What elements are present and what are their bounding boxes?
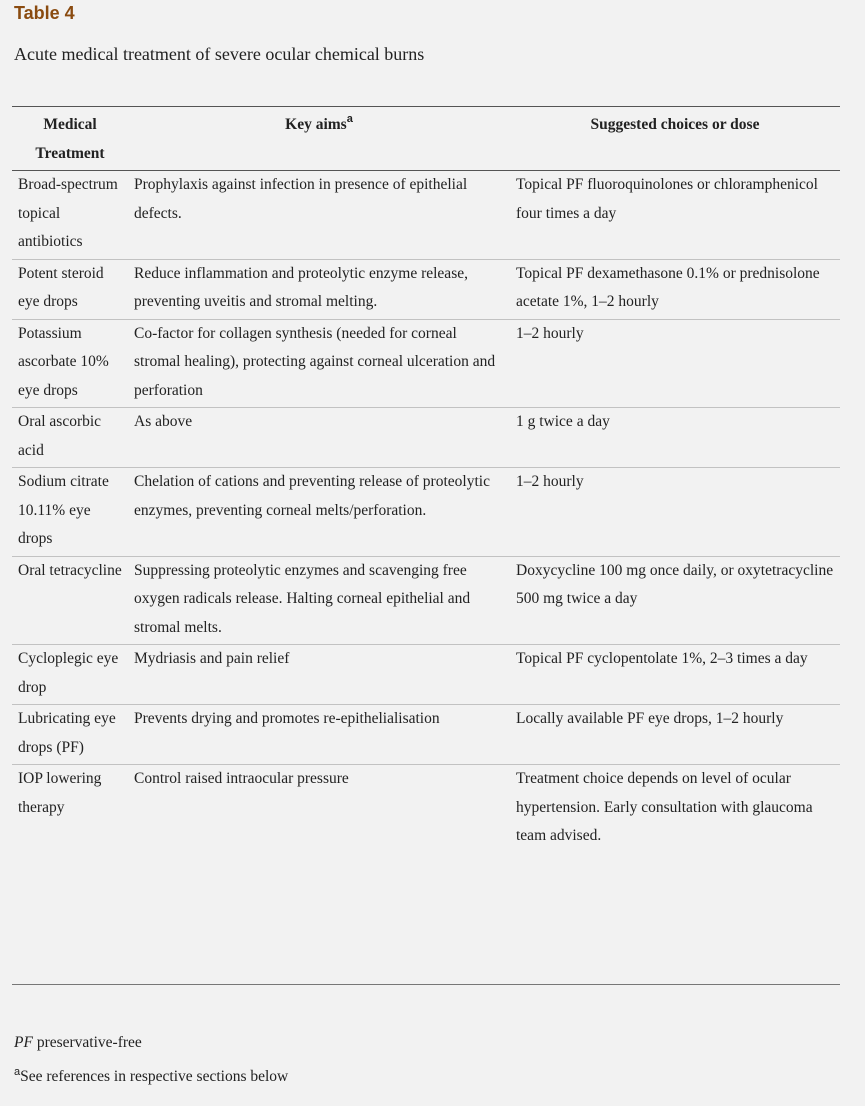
cell-aims: Prophylaxis against infection in presence of epithelial defects. (128, 171, 510, 260)
cell-aims: Chelation of cations and preventing release of proteolytic enzymes, preventing corneal melts/perforation. (128, 468, 510, 557)
table-row (12, 171, 840, 260)
cell-treatment: Potent steroid eye drops (12, 259, 128, 319)
cell-aims: Suppressing proteolytic enzymes and scavenging free oxygen radicals release. Halting corneal epithelial and stromal melts. (128, 556, 510, 645)
header-key-aims-label: Key aims (285, 116, 347, 133)
header-key-aims-note: a (346, 113, 353, 125)
cell-dose: Topical PF dexamethasone 0.1% or prednisolone acetate 1%, 1–2 hourly (510, 259, 840, 319)
cell-aims: As above (128, 408, 510, 468)
header-medical-treatment: Medical Treatment (12, 110, 128, 171)
cell-treatment: Broad-spectrum topical antibiotics (12, 171, 128, 260)
cell-treatment: Cycloplegic eye drop (12, 645, 128, 705)
table-header-row (12, 110, 840, 171)
footnote-abbr-term: PF (14, 1034, 33, 1051)
cell-dose: Topical PF cyclopentolate 1%, 2–3 times a day (510, 645, 840, 705)
table-row (12, 259, 840, 319)
cell-aims: Control raised intraocular pressure (134, 770, 349, 787)
table-row (12, 765, 840, 853)
cell-aims: Mydriasis and pain relief (128, 645, 510, 705)
table-row (12, 319, 840, 408)
header-key-aims (128, 110, 510, 171)
table-top-rule (12, 106, 840, 107)
cell-treatment: Lubricating eye drops (PF) (12, 705, 128, 765)
cell-treatment: IOP lowering therapy (18, 770, 102, 816)
table-row (12, 468, 840, 557)
footnote-abbreviation (14, 1034, 142, 1052)
cell-treatment: Sodium citrate 10.11% eye drops (12, 468, 128, 557)
cell-dose: Treatment choice depends on level of ocular hypertension. Early consultation with glaucoma team advised. (516, 770, 813, 844)
table-row (12, 408, 840, 468)
cell-aims: Prevents drying and promotes re-epithelialisation (128, 705, 510, 765)
cell-dose: Topical PF fluoroquinolones or chloramphenicol four times a day (510, 171, 840, 260)
cell-dose: 1 g twice a day (510, 408, 840, 468)
cell-dose: 1–2 hourly (510, 468, 840, 557)
cell-treatment: Oral ascorbic acid (12, 408, 128, 468)
cell-treatment: Potassium ascorbate 10% eye drops (12, 319, 128, 408)
cell-treatment: Oral tetracycline (12, 556, 128, 645)
footnote-reference (14, 1068, 288, 1086)
table-caption: Acute medical treatment of severe ocular chemical burns (14, 44, 425, 64)
cell-dose: 1–2 hourly (510, 319, 840, 408)
footnote-ref-text: See references in respective sections below (20, 1068, 289, 1085)
cell-aims: Co-factor for collagen synthesis (needed for corneal stromal healing), protecting against corneal ulceration and perforation (128, 319, 510, 408)
footnote-abbr-text: preservative-free (32, 1034, 142, 1051)
treatment-table (12, 110, 840, 853)
table-row (12, 556, 840, 645)
header-suggested-dose: Suggested choices or dose (510, 110, 840, 171)
table-row (12, 705, 840, 765)
cell-dose: Doxycycline 100 mg once daily, or oxytetracycline 500 mg twice a day (510, 556, 840, 645)
table-label: Table 4 (14, 3, 75, 23)
cell-dose: Locally available PF eye drops, 1–2 hourly (510, 705, 840, 765)
table-row (12, 645, 840, 705)
cell-aims: Reduce inflammation and proteolytic enzyme release, preventing uveitis and stromal melting. (128, 259, 510, 319)
table-bottom-rule (12, 984, 840, 985)
footnote-ref-mark: a (14, 1066, 21, 1078)
